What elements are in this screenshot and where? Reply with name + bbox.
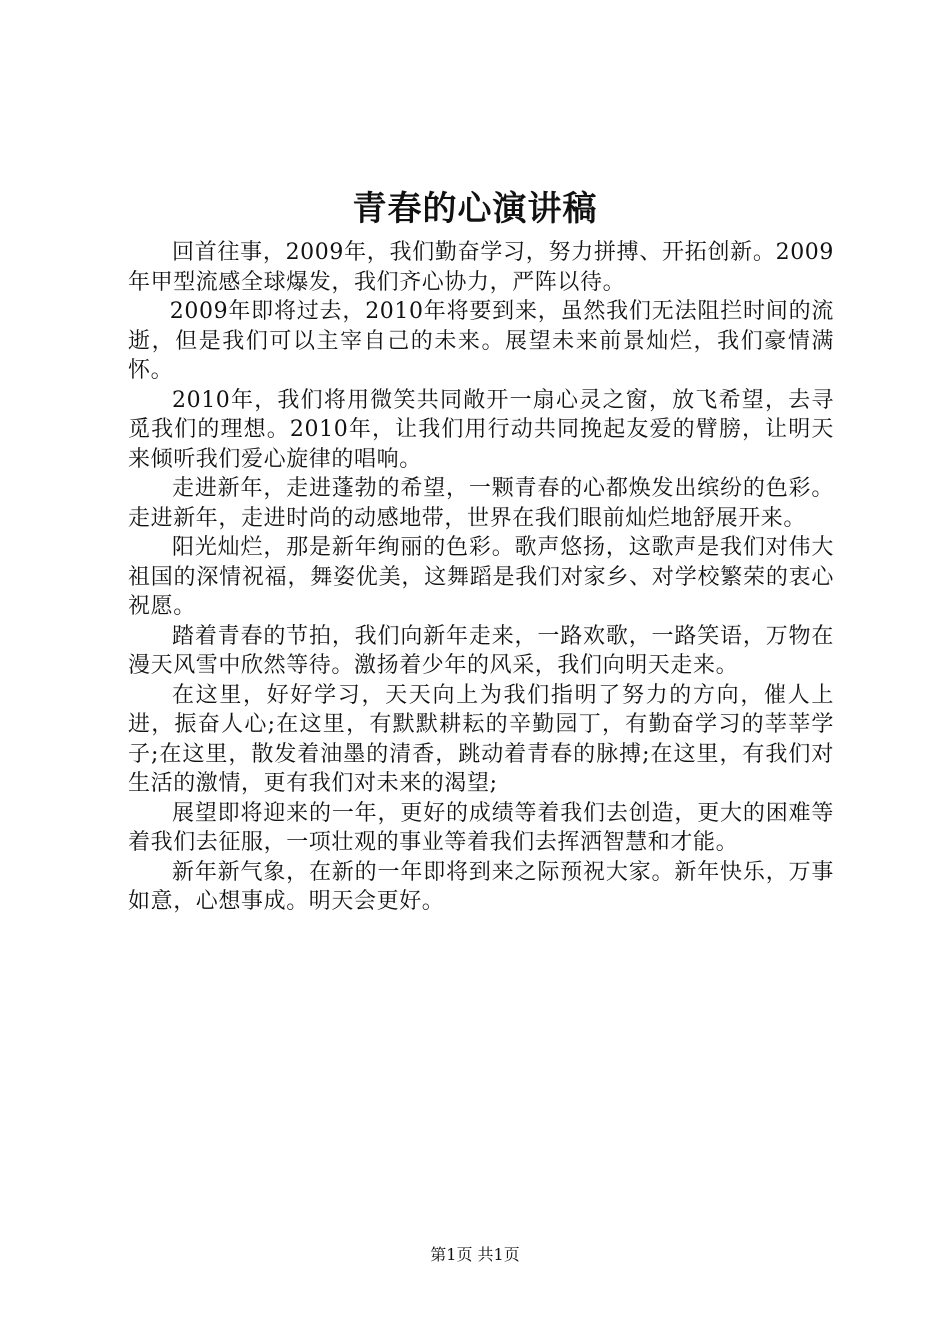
paragraph-5: 阳光灿烂，那是新年绚丽的色彩。歌声悠扬，这歌声是我们对伟大祖国的深情祝福，舞姿优美，这舞蹈是我们对家乡、对学校繁荣的衷心祝愿。	[128, 535, 834, 619]
paragraph-3: 2010年，我们将用微笑共同敞开一扇心灵之窗，放飞希望，去寻觅我们的理想。2010年，让我们用行动共同挽起友爱的臂膀，让明天来倾听我们爱心旋律的唱响。	[128, 387, 834, 472]
document-title: 青春的心演讲稿	[352, 189, 598, 229]
paragraph-6: 踏着青春的节拍，我们向新年走来，一路欢歌，一路笑语，万物在漫天风雪中欣然等待。激扬着少年的风采，我们向明天走来。	[128, 623, 834, 678]
paragraph-8: 展望即将迎来的一年，更好的成绩等着我们去创造，更大的困难等着我们去征服，一项壮观的事业等着我们去挥洒智慧和才能。	[128, 800, 834, 855]
paragraph-9: 新年新气象，在新的一年即将到来之际预祝大家。新年快乐，万事如意，心想事成。明天会更好。	[128, 859, 834, 914]
page-footer	[0, 1244, 950, 1266]
paragraph-1: 回首往事，2009年，我们勤奋学习，努力拼搏、开拓创新。2009年甲型流感全球爆发，我们齐心协力，严阵以待。	[128, 240, 834, 295]
paragraph-2: 2009年即将过去，2010年将要到来，虽然我们无法阻拦时间的流逝，但是我们可以主宰自己的未来。展望未来前景灿烂，我们豪情满怀。	[128, 299, 834, 383]
document-body	[128, 238, 834, 917]
paragraph-4: 走进新年，走进蓬勃的希望，一颗青春的心都焕发出缤纷的色彩。走进新年，走进时尚的动感地带，世界在我们眼前灿烂地舒展开来。	[128, 476, 834, 531]
paragraph-7: 在这里，好好学习，天天向上为我们指明了努力的方向，催人上进，振奋人心;在这里，有默默耕耘的辛勤园丁，有勤奋学习的莘莘学子;在这里，散发着油墨的清香，跳动着青春的脉搏;在这里，有我们对生活的激情，更有我们对未来的渴望;	[128, 682, 834, 796]
page-number-label: 第1页 共1页	[430, 1245, 520, 1264]
